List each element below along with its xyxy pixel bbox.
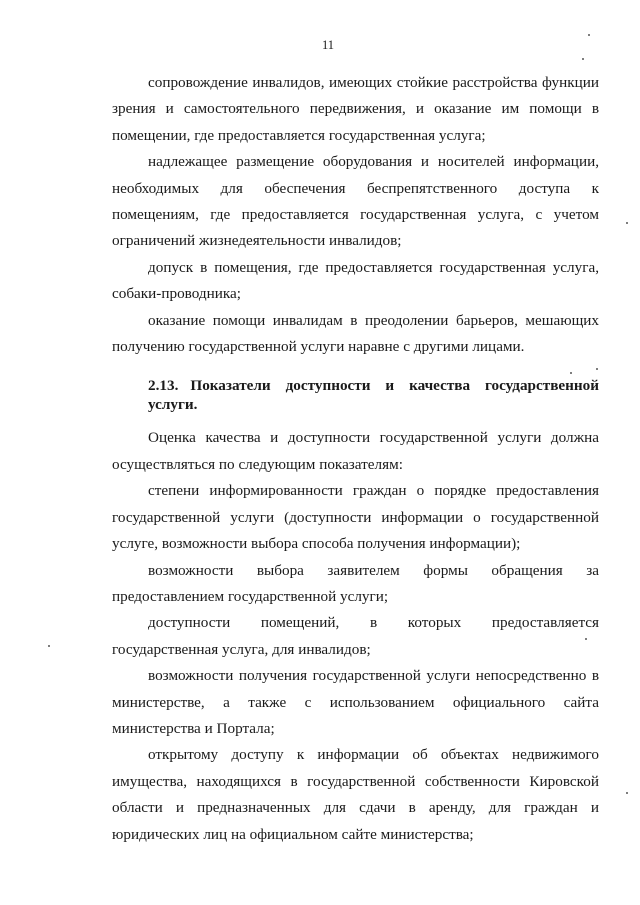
section-title: Показатели доступности и качества государственной услуги. [148,377,599,414]
paragraph-guide-dog: допуск в помещения, где предоставляется государственная услуга, собаки-проводника; [112,258,599,303]
scan-speck [626,792,628,794]
paragraph-choice-of-form: возможности выбора заявителем формы обращения за предоставлением государственной услуги; [112,561,599,605]
scan-speck [582,58,584,60]
section-number: 2.13. [148,377,179,395]
scan-speck [588,34,590,36]
paragraph-premises-access: доступности помещений, в которых предоставляется государственная услуга, для инвалидов; [112,614,599,658]
paragraph-escort: сопровождение инвалидов, имеющих стойкие расстройства функции зрения и самостоятельного передвижения, и оказание им помощи в помещении, где предоставляется государственная услуга; [112,74,599,144]
scan-speck [570,372,572,374]
scan-speck [626,222,628,224]
paragraph-quality-assessment: Оценка качества и доступности государственной услуги должна осуществляться по следующим показателям: [112,429,599,473]
paragraph-direct-service: возможности получения государственной услуги непосредственно в министерстве, а также с использованием официального сайта министерства и Портала; [112,667,599,737]
scan-speck [585,638,587,640]
page-number: 11 [321,38,335,52]
document-body [112,70,599,848]
paragraph-informedness: степени информированности граждан о порядке предоставления государственной услуги (доступности информации о государственной услуге, возможности выбора способа получения информации); [112,482,599,553]
scan-speck [48,645,50,647]
scan-speck [596,368,598,370]
paragraph-equipment: надлежащее размещение оборудования и носителей информации, необходимых для обеспечения беспрепятственного доступа к помещениям, где предоставляется государственная услуга, с учетом ограничений жизнедеятельности инвалидов; [112,153,599,250]
section-heading [112,376,599,414]
paragraph-barriers: оказание помощи инвалидам в преодолении барьеров, мешающих получению государственной услуги наравне с другими лицами. [112,311,599,356]
paragraph-property-info: открытому доступу к информации об объектах недвижимого имущества, находящихся в государственной собственности Кировской области и предназначенных для сдачи в аренду, для граждан и юридических лиц на официальном сайте министерства; [112,746,599,843]
